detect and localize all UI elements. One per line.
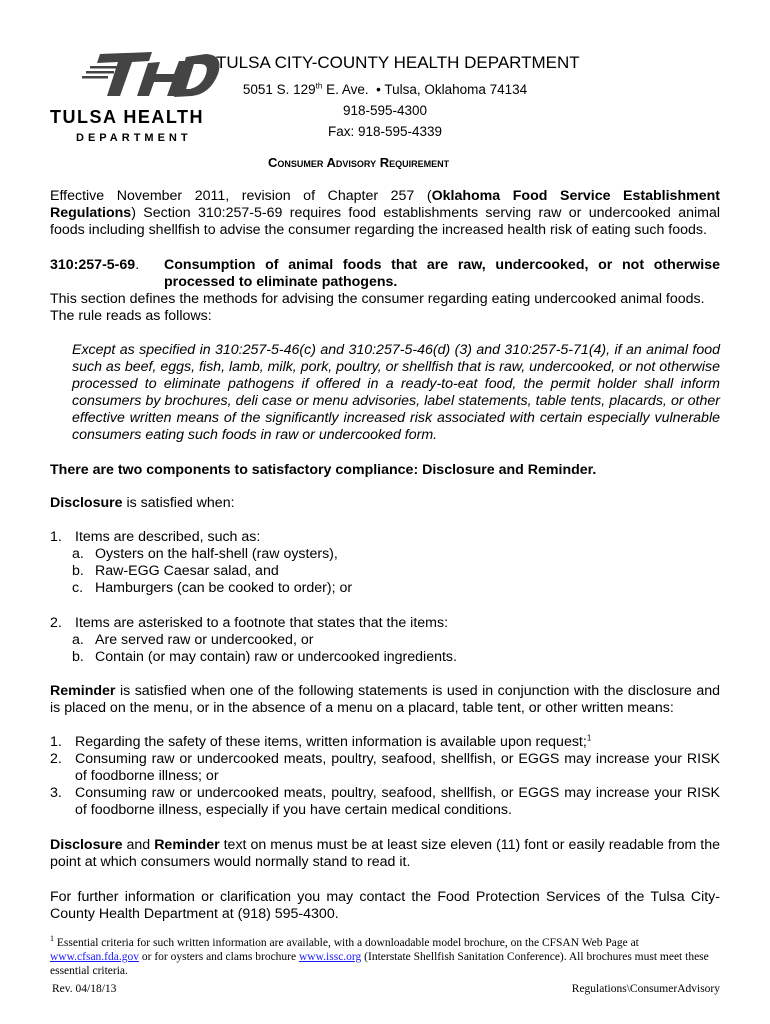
sub-letter: c. [72, 580, 84, 596]
list-item [50, 734, 720, 751]
letterhead [216, 53, 580, 139]
rule-description: This section defines the methods for advising the consumer regarding eating undercooked animal foods. The rule reads as follows: [50, 291, 705, 324]
reminder-rest: is satisfied when one of the following statements is used in conjunction with the disclosure and is placed on the menu, or in the absence of a menu on a placard, table tent, or other written means: [50, 683, 720, 716]
phone: 918-595-4300 [342, 103, 428, 118]
disclosure-rest: is satisfied when: [122, 495, 235, 511]
logo-name: TULSA HEALTH [50, 107, 204, 127]
footnote-ref: 1 [586, 733, 592, 743]
contact-paragraph: For further information or clarification you may contact the Food Protection Services of the Tulsa City-County Health Department at (918) 595-4300. [50, 889, 720, 922]
list-item [50, 529, 720, 546]
address-bullet: • [376, 82, 381, 97]
list-item [50, 751, 720, 785]
font-req-rest: text on menus must be at least size eleven (11) font or easily readable from the point at which consumers would normally stand to read it. [50, 837, 720, 870]
footnote-text-b: or for oysters and clams brochure [139, 951, 299, 963]
revision-date: Rev. 04/18/13 [52, 983, 117, 995]
font-req-and: and [122, 837, 155, 853]
sub-text: Raw-EGG Caesar salad, and [95, 563, 279, 579]
rule-number: 310:257-5-69 [50, 257, 136, 273]
address-avenue: E. Ave. [322, 82, 369, 97]
sub-text: Hamburgers (can be cooked to order); or [95, 580, 353, 596]
reminder-list [50, 734, 720, 819]
sub-item [50, 563, 720, 580]
list-number: 3. [50, 785, 62, 801]
footnote [50, 936, 720, 978]
rule-quote: Except as specified in 310:257-5-46(c) and 310:257-5-46(d) (3) and 310:257-5-71(4), if an animal food such as beef, eggs, fish, lamb, milk, pork, poultry, or shellfish that is raw, undercooked, or not otherwise processed to eliminate pathogens if offered in a ready-to-eat food, the permit holder shall inform consumers by brochures, deli case or menu advisories, label statements, table tents, placards, or other effective written means of the significantly increased risk associated with certain especially vulnerable consumers eating such foods in raw or undercooked form. [72, 342, 720, 443]
intro-regulation: Oklahoma Food Service Establishment Regulations [50, 188, 721, 221]
components-heading: There are two components to satisfactory compliance: Disclosure and Reminder. [50, 462, 597, 478]
rule-number-tail: . [135, 257, 140, 273]
fax: Fax: 918-595-4339 [327, 124, 443, 139]
rule-heading [50, 257, 720, 291]
sub-item [50, 546, 720, 563]
reminder-label: Reminder [50, 683, 116, 699]
disclosure-label: Disclosure [50, 495, 123, 511]
sub-text: Oysters on the half-shell (raw oysters), [95, 546, 338, 562]
department-title: TULSA CITY-COUNTY HEALTH DEPARTMENT [216, 53, 580, 72]
thd-logo [50, 50, 220, 145]
rule-number-wrap [50, 257, 139, 274]
sub-letter: a. [72, 546, 84, 562]
address [220, 82, 550, 97]
list-number: 2. [50, 751, 62, 767]
list-number: 1. [50, 734, 62, 750]
footnote-mark: 1 [50, 934, 54, 944]
disclosure-list-2 [50, 615, 720, 666]
sub-text: Contain (or may contain) raw or undercooked ingredients. [95, 649, 457, 665]
list-item [50, 785, 720, 819]
intro-pre: Effective November 2011, revision of Chapter 257 ( [50, 188, 432, 204]
thd-logo-mark [82, 50, 222, 100]
list-text: Items are asterisked to a footnote that states that the items: [75, 615, 449, 631]
intro-post: ) Section 310:257-5-69 requires food establishments serving raw or undercooked animal foods including shellfish to advise the consumer regarding the increased health risk of eating such foods. [50, 205, 720, 238]
list-number: 1. [50, 529, 62, 545]
sub-item [50, 649, 720, 666]
address-ordinal: th [315, 81, 323, 91]
sub-item [50, 632, 720, 649]
list-number: 2. [50, 615, 62, 631]
list-item [50, 615, 720, 632]
reminder-paragraph [50, 683, 720, 717]
sub-item [50, 580, 720, 597]
sub-letter: b. [72, 563, 84, 579]
sub-letter: a. [72, 632, 84, 648]
list-text: Consuming raw or undercooked meats, poultry, seafood, shellfish, or EGGS may increase your RISK of foodborne illness, especially if you have certain medical conditions. [75, 785, 720, 818]
list-text: Items are described, such as: [75, 529, 261, 545]
sub-letter: b. [72, 649, 84, 665]
footnote-text-c: (Interstate Shellfish Sanitation Conference). All brochures must meet these essential criteria. [50, 951, 709, 977]
advisory-title: Consumer Advisory Requirement [268, 155, 450, 170]
issc-link[interactable]: www.issc.org [299, 951, 362, 963]
footnote-text-a: Essential criteria for such written information are available, with a downloadable model brochure, on the CFSAN Web Page at [54, 937, 639, 949]
font-requirement [50, 837, 720, 871]
list-text: Consuming raw or undercooked meats, poultry, seafood, shellfish, or EGGS may increase your RISK of foodborne illness; or [75, 751, 720, 784]
rule-title: Consumption of animal foods that are raw, undercooked, or not otherwise processed to eliminate pathogens. [164, 257, 720, 290]
address-city: Tulsa, Oklahoma 74134 [380, 82, 528, 97]
list-text: Regarding the safety of these items, written information is available upon request; [75, 734, 587, 750]
font-req-reminder: Reminder [154, 837, 220, 853]
intro-paragraph [50, 188, 720, 239]
logo-department: DEPARTMENT [76, 132, 192, 144]
disclosure-intro [50, 495, 720, 512]
font-req-disclosure: Disclosure [50, 837, 123, 853]
sub-text: Are served raw or undercooked, or [95, 632, 314, 648]
document-path: Regulations\ConsumerAdvisory [571, 983, 720, 995]
disclosure-list-1 [50, 529, 720, 597]
address-street: 5051 S. 129 [242, 82, 316, 97]
cfsan-link[interactable]: www.cfsan.fda.gov [50, 951, 139, 963]
